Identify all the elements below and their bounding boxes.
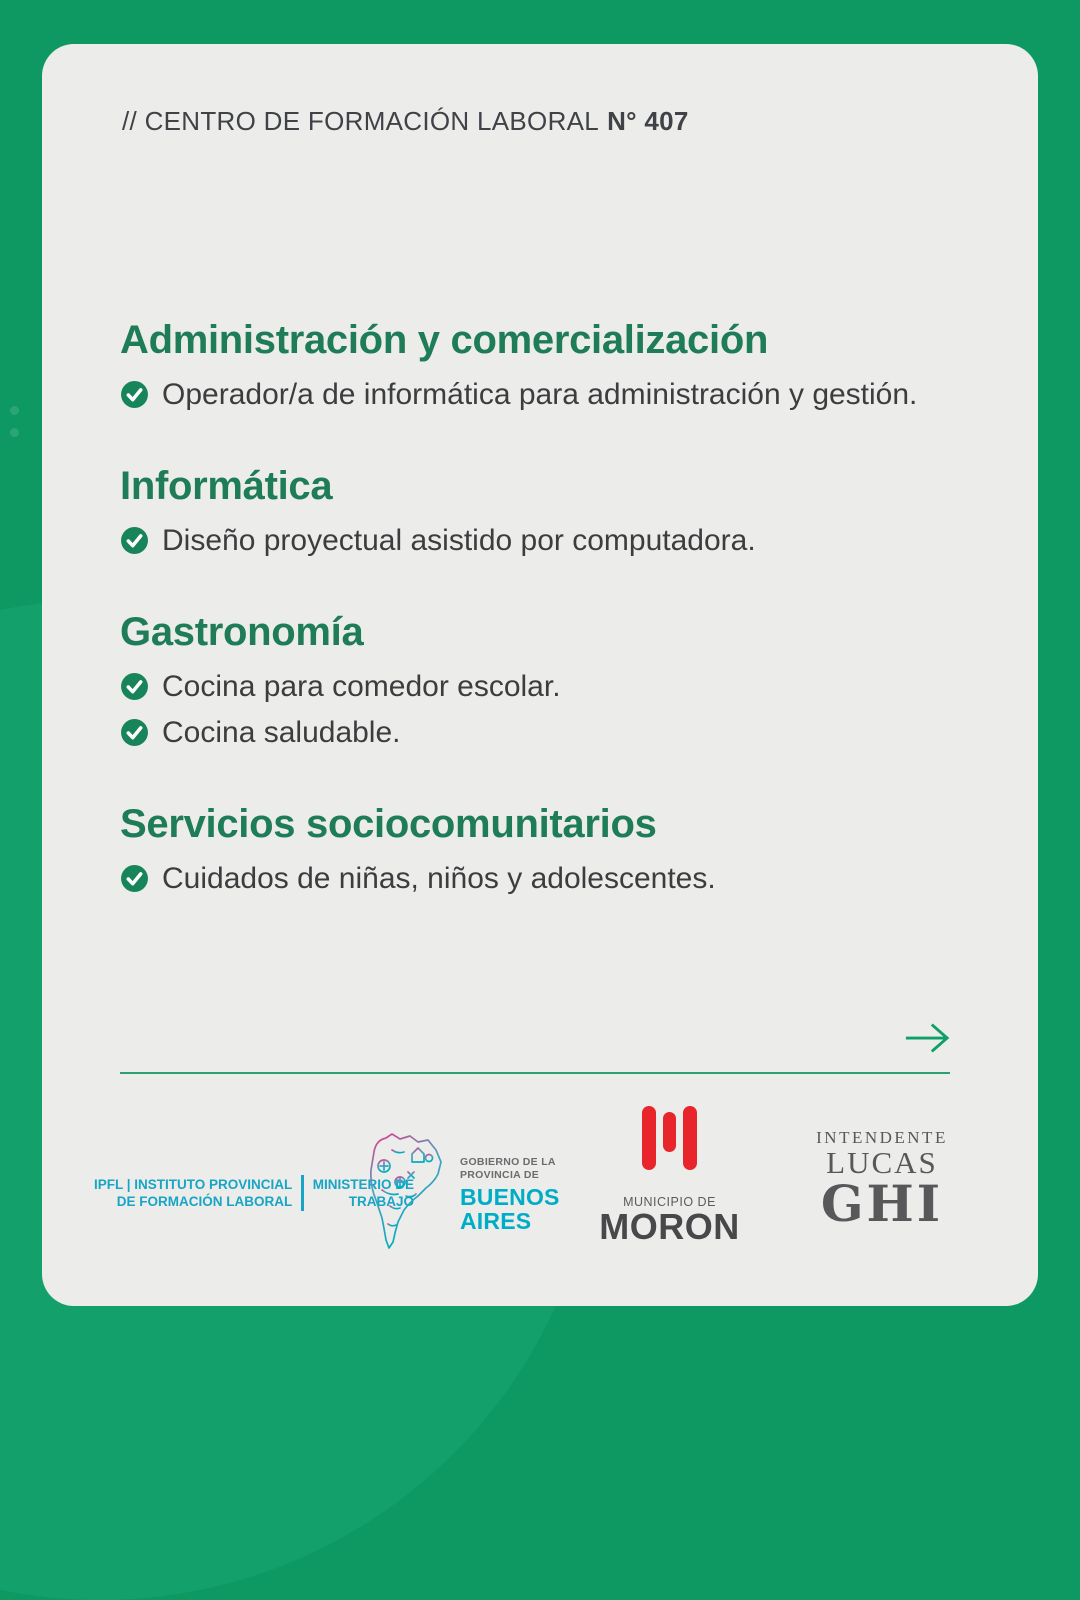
intendente-ghi-logo — [812, 1128, 952, 1233]
ipfl-text — [94, 1176, 292, 1210]
course-name: Cocina para comedor escolar. — [162, 670, 561, 703]
course-name: Cuidados de niñas, niños y adolescentes. — [162, 862, 716, 895]
category-title: Gastronomía — [120, 610, 364, 654]
buenos-aires-text — [460, 1130, 560, 1252]
ipfl-line2: DE FORMACIÓN LABORAL — [116, 1194, 293, 1209]
section-informatica — [120, 462, 980, 564]
ba-gov-line1: GOBIERNO DE LA — [460, 1156, 556, 1168]
footer-divider — [120, 1072, 950, 1074]
section-servicios — [120, 800, 980, 902]
check-circle-icon — [120, 718, 149, 747]
decor-dot — [10, 428, 19, 437]
moron-label: MUNICIPIO DE — [623, 1195, 716, 1209]
ipfl-line1: IPFL | INSTITUTO PROVINCIAL — [94, 1177, 293, 1192]
category-title: Administración y comercialización — [120, 318, 769, 362]
course-item — [120, 664, 980, 710]
course-name: Operador/a de informática para administración y gestión. — [162, 378, 918, 411]
check-circle-icon — [120, 526, 149, 555]
check-circle-icon — [120, 380, 149, 409]
arrow-right-icon — [904, 1020, 950, 1056]
ministerio-line1: MINISTERIO DE — [312, 1177, 415, 1192]
ba-gov-line2: PROVINCIA DE — [460, 1169, 540, 1181]
moron-name: MORON — [599, 1206, 740, 1247]
page-title — [122, 106, 689, 137]
ghi-last-name: GHI — [820, 1174, 944, 1233]
ba-name-line1: BUENOS — [460, 1184, 560, 1210]
page-title-prefix: // CENTRO DE FORMACIÓN LABORAL — [122, 106, 600, 136]
category-title: Informática — [120, 464, 333, 508]
buenos-aires-logo — [362, 1130, 560, 1252]
course-name: Diseño proyectual asistido por computadora. — [162, 524, 756, 557]
course-item — [120, 856, 980, 902]
check-circle-icon — [120, 864, 149, 893]
course-name: Cocina saludable. — [162, 716, 401, 749]
municipio-moron-logo — [587, 1106, 752, 1245]
moron-bars-icon — [633, 1106, 707, 1172]
course-list — [120, 316, 980, 946]
content-card — [42, 44, 1038, 1306]
province-map-icon — [362, 1130, 452, 1252]
course-item — [120, 372, 980, 418]
ghi-role: INTENDENTE — [816, 1128, 948, 1147]
course-item — [120, 710, 980, 756]
decor-dot — [10, 406, 19, 415]
section-gastronomia — [120, 608, 980, 756]
course-item — [120, 518, 980, 564]
ba-name-line2: AIRES — [460, 1208, 532, 1234]
check-circle-icon — [120, 672, 149, 701]
ministerio-line2: TRABAJO — [348, 1194, 415, 1209]
ghi-first-name: LUCAS — [826, 1145, 938, 1180]
center-number: N° 407 — [607, 106, 689, 136]
category-title: Servicios sociocomunitarios — [120, 802, 657, 846]
ipfl-separator — [301, 1175, 304, 1211]
section-administracion — [120, 316, 980, 418]
